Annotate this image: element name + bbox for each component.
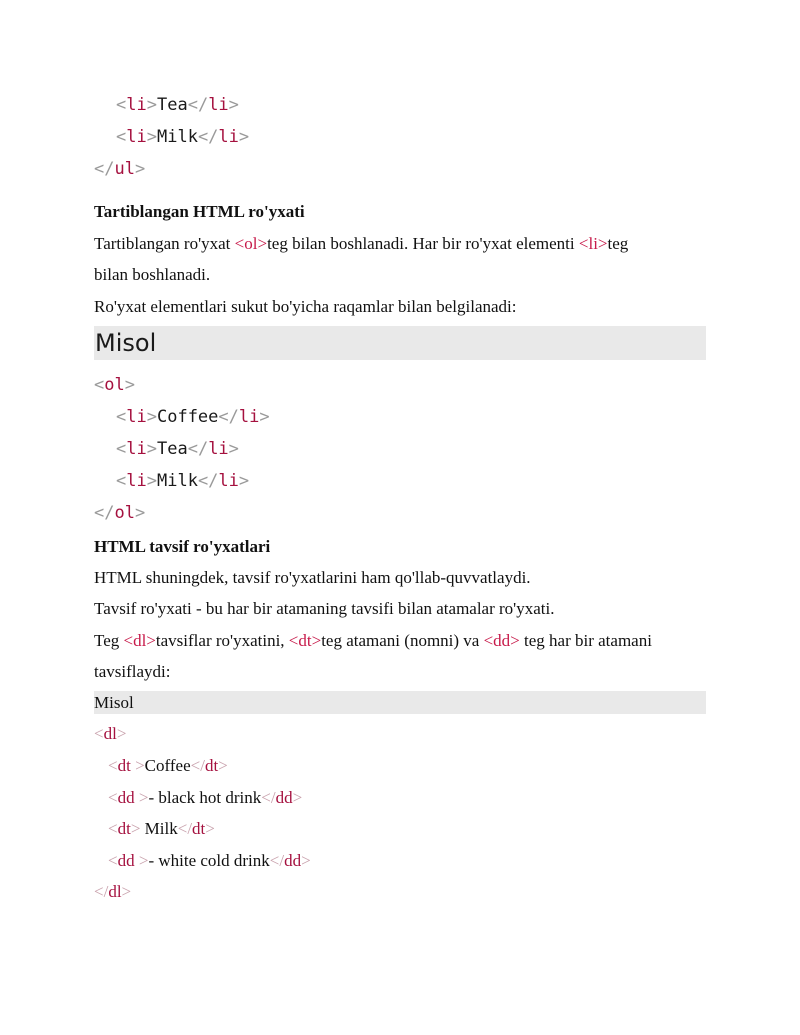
code-line-li-tea: <li>Tea</li> <box>116 439 239 459</box>
code-line-dd-white-cold: <dd >- white cold drink</dd> <box>108 851 311 870</box>
code-line-ol-close: </ol> <box>94 503 146 523</box>
example-header <box>94 326 706 360</box>
code-line-li-milk: <li>Milk</li> <box>116 127 250 147</box>
paragraph-ordered-default: Ro'yxat elementlari sukut bo'yicha raqamlar bilan belgilanadi: <box>94 297 517 316</box>
paragraph-ordered-intro-line2: bilan boshlanadi. <box>94 265 211 284</box>
paragraph-dl-definition: Tavsif ro'yxati - bu har bir atamaning tavsifi bilan atamalar ro'yxati. <box>94 599 555 618</box>
code-line-ul-close: </ul> <box>94 159 146 179</box>
paragraph-ordered-intro: Tartiblangan ro'yxat <ol>teg bilan boshlanadi. Har bir ro'yxat elementi <li>teg <box>94 234 629 253</box>
paragraph-dl-tags-line2: tavsiflaydi: <box>94 662 171 681</box>
paragraph-dl-tags: Teg <dl>tavsiflar ro'yxatini, <dt>teg atamani (nomni) va <dd> teg har bir atamani <box>94 631 652 650</box>
section-heading-ordered-list: Tartiblangan HTML ro'yxati <box>94 202 305 221</box>
code-line-ol-open: <ol> <box>94 375 135 395</box>
example-label: Misol <box>95 329 157 357</box>
code-line-dl-open: <dl> <box>94 724 127 743</box>
code-line-dl-close: </dl> <box>94 882 132 901</box>
code-line-li-tea: <li>Tea</li> <box>116 95 239 115</box>
code-line-li-coffee: <li>Coffee</li> <box>116 407 270 427</box>
code-line-dd-black-hot: <dd >- black hot drink</dd> <box>108 788 303 807</box>
code-line-dt-milk: <dt> Milk</dt> <box>108 819 215 838</box>
code-line-dt-coffee: <dt >Coffee</dt> <box>108 756 228 775</box>
section-heading-description-list: HTML tavsif ro'yxatlari <box>94 537 271 556</box>
code-line-li-milk: <li>Milk</li> <box>116 471 250 491</box>
example-header-small <box>94 691 706 714</box>
example-label-small: Misol <box>94 693 134 712</box>
paragraph-dl-support: HTML shuningdek, tavsif ro'yxatlarini ham qo'llab-quvvatlaydi. <box>94 568 531 587</box>
